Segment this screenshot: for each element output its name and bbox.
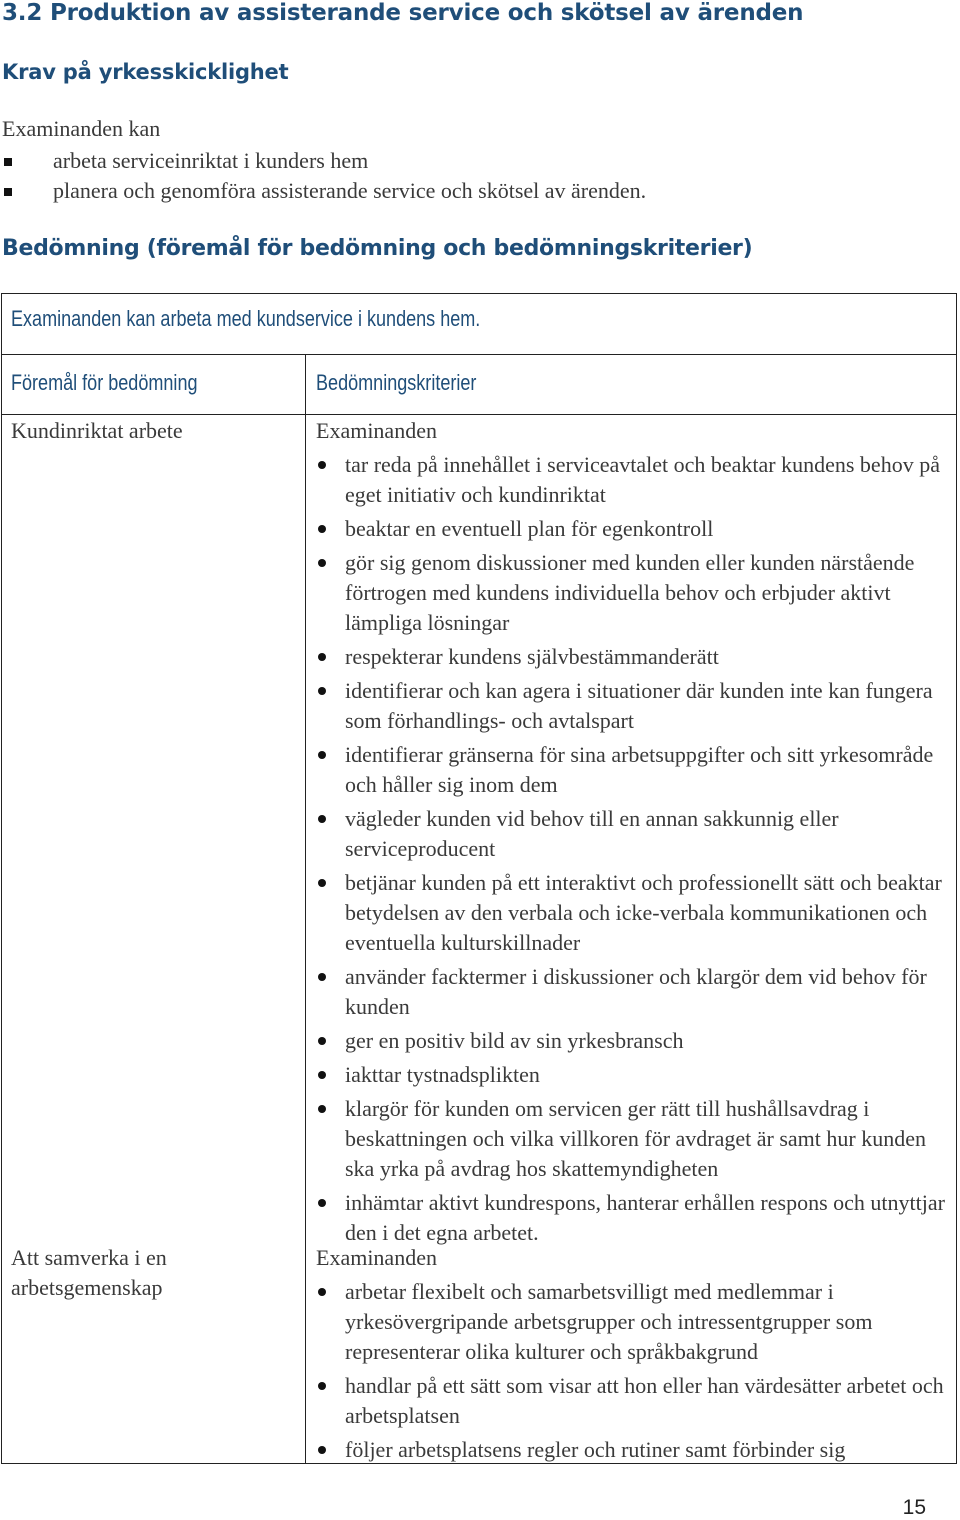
criterion-item: inhämtar aktivt kundrespons, hanterar erhållen respons och utnyttjar den i det egna arbetet. (306, 1188, 951, 1248)
table-divider (2, 354, 956, 355)
requirement-item: arbeta serviceinriktat i kunders hem (2, 146, 646, 176)
requirements-list (2, 146, 646, 206)
criterion-item: arbetar flexibelt och samarbetsvilligt med medlemmar i yrkesövergripande arbetsgrupper och intressentgrupper som representerar olika kulturer och språkbakgrund (306, 1277, 951, 1367)
criterion-item: tar reda på innehållet i serviceavtalet och beaktar kundens behov på eget initiativ och kundinriktat (306, 450, 951, 510)
criterion-item: handlar på ett sätt som visar att hon eller han värdesätter arbetet och arbetsplatsen (306, 1371, 951, 1431)
criterion-item: vägleder kunden vid behov till en annan sakkunnig eller serviceproducent (306, 804, 951, 864)
section-title: 3.2 Produktion av assisterande service och skötsel av ärenden (2, 0, 804, 26)
criterion-item: iakttar tystnadsplikten (306, 1060, 951, 1090)
criteria-list (306, 450, 951, 1252)
column-header-criteria: Bedömningskriterier (316, 370, 477, 395)
criterion-item: identifierar och kan agera i situationer där kunden inte kan fungera som förhandlings- och avtalspart (306, 676, 951, 736)
page-number: 15 (902, 1496, 926, 1519)
criteria-list (306, 1277, 951, 1469)
examinee-label: Examinanden (316, 418, 437, 443)
criterion-item: följer arbetsplatsens regler och rutiner samt förbinder sig (306, 1435, 951, 1465)
column-header-object: Föremål för bedömning (11, 370, 198, 395)
criterion-item: identifierar gränserna för sina arbetsuppgifter och sitt yrkesområde och håller sig inom dem (306, 740, 951, 800)
table-title: Examinanden kan arbeta med kundservice i kundens hem. (11, 306, 481, 331)
criterion-item: respekterar kundens självbestämmanderätt (306, 642, 951, 672)
criterion-item: gör sig genom diskussioner med kunden eller kunden närstående förtrogen med kundens individuella behov och erbjuder aktivt lämpliga lösningar (306, 548, 951, 638)
assessment-object: Kundinriktat arbete (11, 418, 183, 443)
criterion-item: beaktar en eventuell plan för egenkontroll (306, 514, 951, 544)
assessment-heading: Bedömning (föremål för bedömning och bedömningskriterier) (2, 236, 753, 261)
criterion-item: betjänar kunden på ett interaktivt och professionellt sätt och beaktar betydelsen av den verbala och icke-verbala kommunikationen och eventuella kulturskillnader (306, 868, 951, 958)
requirement-item: planera och genomföra assisterande service och skötsel av ärenden. (2, 176, 646, 206)
examinee-label: Examinanden (316, 1245, 437, 1270)
intro-text: Examinanden kan (2, 116, 161, 141)
requirements-heading: Krav på yrkesskicklighet (2, 60, 289, 84)
criterion-item: använder facktermer i diskussioner och klargör dem vid behov för kunden (306, 962, 951, 1022)
table-divider (2, 414, 956, 415)
criterion-item: klargör för kunden om servicen ger rätt till hushållsavdrag i beskattningen och vilka villkoren för avdraget är samt hur kunden ska yrka på avdrag hos skattemyndigheten (306, 1094, 951, 1184)
criterion-item: ger en positiv bild av sin yrkesbransch (306, 1026, 951, 1056)
assessment-object: Att samverka i en arbetsgemenskap (11, 1245, 167, 1300)
